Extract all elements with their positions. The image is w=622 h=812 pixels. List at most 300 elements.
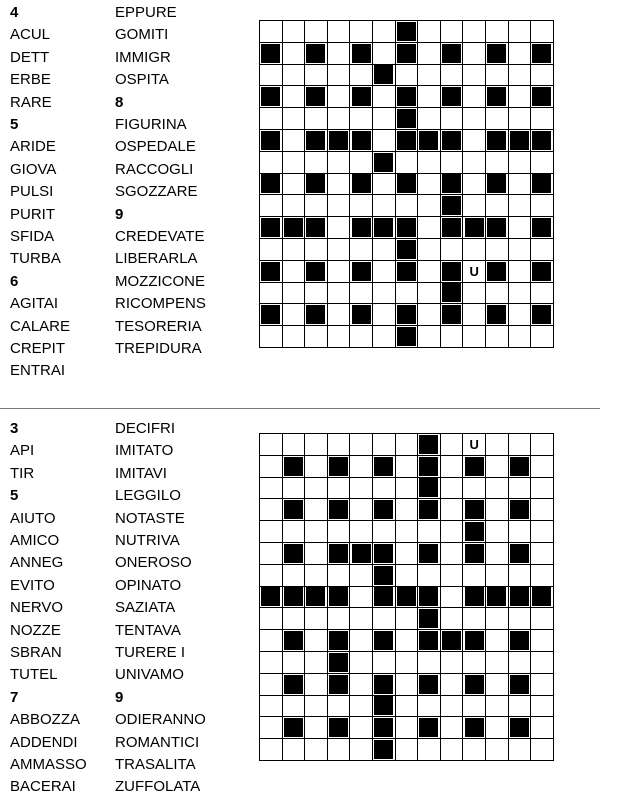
grid-cell[interactable] (440, 651, 463, 673)
grid-cell[interactable] (440, 64, 463, 86)
grid-cell[interactable] (372, 521, 395, 543)
grid-cell[interactable] (485, 64, 508, 86)
grid-cell[interactable] (485, 630, 508, 652)
grid-cell[interactable] (508, 651, 531, 673)
grid-cell[interactable] (463, 695, 486, 717)
grid-cell[interactable] (508, 86, 531, 108)
grid-cell[interactable] (305, 695, 328, 717)
grid-cell[interactable] (350, 739, 373, 761)
grid-cell[interactable] (440, 673, 463, 695)
grid-cell[interactable] (327, 304, 350, 326)
grid-cell[interactable] (418, 282, 441, 304)
crossword-grid[interactable] (259, 20, 554, 348)
grid-cell[interactable] (485, 238, 508, 260)
black-square (532, 174, 551, 193)
black-square (442, 631, 461, 650)
grid-cell[interactable] (531, 499, 554, 521)
grid-cell[interactable] (350, 434, 373, 456)
grid-cell[interactable] (418, 217, 441, 239)
grid-cell[interactable] (508, 260, 531, 282)
grid-cell[interactable] (463, 238, 486, 260)
grid-cell[interactable] (260, 434, 283, 456)
grid-cell[interactable] (282, 260, 305, 282)
grid-cell[interactable] (418, 195, 441, 217)
grid-cell[interactable] (327, 739, 350, 761)
grid-cell[interactable] (463, 64, 486, 86)
black-cell (395, 129, 418, 151)
black-square (397, 109, 416, 128)
grid-cell[interactable] (372, 238, 395, 260)
black-cell (440, 217, 463, 239)
grid-cell[interactable] (485, 151, 508, 173)
grid-cell[interactable] (485, 695, 508, 717)
grid-cell[interactable] (463, 651, 486, 673)
grid-cell[interactable] (282, 304, 305, 326)
grid-cell[interactable] (327, 608, 350, 630)
grid-cell[interactable] (282, 238, 305, 260)
grid-cell[interactable] (463, 86, 486, 108)
grid-cell[interactable] (282, 195, 305, 217)
grid-cell[interactable] (260, 455, 283, 477)
grid-cell[interactable] (418, 64, 441, 86)
grid-cell[interactable] (260, 151, 283, 173)
grid-cell[interactable] (350, 521, 373, 543)
grid-cell[interactable] (350, 21, 373, 43)
grid-cell[interactable] (463, 42, 486, 64)
grid-cell[interactable] (485, 108, 508, 130)
grid-cell[interactable] (372, 326, 395, 348)
grid-cell[interactable] (327, 217, 350, 239)
grid-cell[interactable] (260, 499, 283, 521)
grid-cell[interactable] (305, 434, 328, 456)
grid-cell[interactable] (305, 630, 328, 652)
grid-cell[interactable] (395, 717, 418, 739)
grid-cell[interactable] (531, 717, 554, 739)
grid-cell[interactable] (485, 673, 508, 695)
grid-cell[interactable] (531, 542, 554, 564)
grid-cell[interactable] (327, 195, 350, 217)
grid-cell[interactable] (260, 282, 283, 304)
grid-cell[interactable] (485, 282, 508, 304)
grid-cell[interactable] (372, 608, 395, 630)
grid-cell[interactable] (282, 521, 305, 543)
black-square (284, 631, 303, 650)
grid-cell[interactable] (418, 521, 441, 543)
grid-cell[interactable] (531, 21, 554, 43)
grid-cell[interactable] (531, 238, 554, 260)
grid-cell[interactable] (418, 304, 441, 326)
grid-cell[interactable] (418, 739, 441, 761)
grid-cell[interactable] (418, 86, 441, 108)
grid-cell[interactable] (463, 21, 486, 43)
grid-cell[interactable] (508, 477, 531, 499)
black-cell (350, 173, 373, 195)
grid-cell[interactable] (531, 564, 554, 586)
grid-cell[interactable] (418, 651, 441, 673)
black-cell (395, 108, 418, 130)
grid-cell[interactable] (350, 608, 373, 630)
grid-cell[interactable] (418, 238, 441, 260)
grid-cell[interactable] (350, 477, 373, 499)
grid-cell[interactable] (305, 326, 328, 348)
black-cell (508, 717, 531, 739)
grid-cell[interactable] (350, 64, 373, 86)
grid-cell[interactable] (508, 108, 531, 130)
grid-cell[interactable] (395, 64, 418, 86)
grid-cell[interactable] (440, 434, 463, 456)
grid-cell[interactable] (282, 739, 305, 761)
grid-cell[interactable] (350, 499, 373, 521)
grid-cell[interactable] (395, 477, 418, 499)
grid-cell[interactable] (282, 651, 305, 673)
grid-cell[interactable] (463, 195, 486, 217)
grid-cell[interactable] (260, 564, 283, 586)
grid-cell[interactable] (531, 108, 554, 130)
grid-cell[interactable] (305, 238, 328, 260)
black-cell (418, 586, 441, 608)
grid-cell[interactable] (305, 282, 328, 304)
grid-cell[interactable] (260, 739, 283, 761)
grid-cell[interactable] (260, 717, 283, 739)
grid-cell[interactable] (327, 42, 350, 64)
grid-cell[interactable] (531, 608, 554, 630)
grid-cell[interactable] (372, 304, 395, 326)
grid-cell[interactable] (463, 282, 486, 304)
grid-cell[interactable] (305, 108, 328, 130)
grid-cell[interactable] (508, 195, 531, 217)
grid-cell[interactable] (531, 739, 554, 761)
grid-cell[interactable] (260, 521, 283, 543)
word-item: ZUFFOLATA (115, 778, 201, 796)
grid-cell[interactable] (418, 21, 441, 43)
grid-cell[interactable] (372, 434, 395, 456)
grid-cell[interactable] (395, 630, 418, 652)
black-cell (372, 717, 395, 739)
grid-cell[interactable] (463, 326, 486, 348)
grid-cell[interactable] (260, 695, 283, 717)
grid-cell[interactable] (327, 326, 350, 348)
grid-cell[interactable] (327, 64, 350, 86)
grid-cell[interactable] (440, 564, 463, 586)
grid-cell[interactable] (305, 717, 328, 739)
grid-cell[interactable] (282, 151, 305, 173)
grid-cell[interactable] (440, 521, 463, 543)
grid-cell[interactable] (440, 739, 463, 761)
grid-cell[interactable] (440, 151, 463, 173)
grid-cell[interactable] (282, 326, 305, 348)
grid-cell[interactable] (282, 129, 305, 151)
grid-cell[interactable] (440, 326, 463, 348)
grid-cell[interactable] (531, 195, 554, 217)
black-square (261, 131, 280, 150)
grid-cell[interactable] (531, 64, 554, 86)
grid-cell[interactable] (327, 477, 350, 499)
grid-cell[interactable] (463, 173, 486, 195)
grid-cell[interactable] (508, 282, 531, 304)
grid-cell[interactable] (305, 151, 328, 173)
grid-cell-letter[interactable]: U (463, 260, 486, 282)
grid-cell[interactable] (485, 717, 508, 739)
grid-cell[interactable] (531, 434, 554, 456)
grid-cell[interactable] (418, 173, 441, 195)
grid-cell[interactable] (485, 326, 508, 348)
grid-cell[interactable] (463, 608, 486, 630)
grid-cell[interactable] (350, 455, 373, 477)
grid-cell[interactable] (531, 477, 554, 499)
grid-cell[interactable] (395, 739, 418, 761)
grid-cell[interactable] (485, 499, 508, 521)
word-item: NOTASTE (115, 509, 185, 527)
black-square (374, 153, 393, 172)
grid-cell[interactable] (282, 108, 305, 130)
grid-cell[interactable] (305, 542, 328, 564)
grid-cell[interactable] (508, 564, 531, 586)
grid-cell[interactable] (463, 304, 486, 326)
grid-cell[interactable] (463, 151, 486, 173)
grid-cell[interactable] (418, 564, 441, 586)
grid-cell[interactable] (508, 21, 531, 43)
grid-cell[interactable] (531, 651, 554, 673)
grid-cell[interactable] (327, 282, 350, 304)
grid-cell[interactable] (350, 238, 373, 260)
grid-cell[interactable] (508, 695, 531, 717)
grid-cell[interactable] (305, 195, 328, 217)
grid-cell[interactable] (327, 564, 350, 586)
grid-cell[interactable] (305, 455, 328, 477)
grid-cell[interactable] (350, 151, 373, 173)
grid-cell[interactable] (372, 282, 395, 304)
grid-cell[interactable] (260, 21, 283, 43)
grid-cell[interactable] (260, 630, 283, 652)
grid-cell[interactable] (282, 477, 305, 499)
grid-cell[interactable] (260, 608, 283, 630)
grid-cell[interactable] (418, 695, 441, 717)
grid-cell[interactable] (485, 608, 508, 630)
black-cell (395, 42, 418, 64)
grid-cell[interactable] (508, 173, 531, 195)
grid-cell[interactable] (260, 651, 283, 673)
black-square (465, 457, 484, 476)
grid-cell[interactable] (440, 455, 463, 477)
grid-cell[interactable] (418, 108, 441, 130)
grid-cell[interactable] (327, 695, 350, 717)
grid-cell[interactable] (260, 238, 283, 260)
grid-cell[interactable] (508, 238, 531, 260)
grid-cell[interactable] (440, 608, 463, 630)
grid-cell[interactable] (305, 21, 328, 43)
grid-cell[interactable] (440, 21, 463, 43)
grid-cell[interactable] (327, 260, 350, 282)
grid-cell[interactable] (395, 673, 418, 695)
grid-cell[interactable] (350, 651, 373, 673)
grid-cell[interactable] (418, 42, 441, 64)
black-square (419, 609, 438, 628)
grid-cell[interactable] (305, 477, 328, 499)
grid-cell[interactable] (260, 673, 283, 695)
grid-cell[interactable] (440, 695, 463, 717)
grid-cell[interactable] (531, 455, 554, 477)
grid-cell[interactable] (282, 695, 305, 717)
word-item: GOMITI (115, 26, 169, 44)
grid-cell[interactable] (350, 195, 373, 217)
grid-cell[interactable] (327, 151, 350, 173)
grid-cell[interactable] (485, 477, 508, 499)
grid-cell[interactable] (531, 673, 554, 695)
grid-cell[interactable] (395, 695, 418, 717)
grid-cell[interactable] (531, 695, 554, 717)
grid-cell[interactable] (440, 238, 463, 260)
grid-cell[interactable] (260, 64, 283, 86)
grid-cell[interactable] (485, 739, 508, 761)
grid-cell[interactable] (508, 217, 531, 239)
grid-cell[interactable] (372, 21, 395, 43)
grid-cell[interactable] (395, 608, 418, 630)
grid-cell[interactable] (418, 260, 441, 282)
grid-cell[interactable] (508, 434, 531, 456)
grid-cell[interactable] (395, 542, 418, 564)
grid-cell[interactable] (418, 151, 441, 173)
grid-cell[interactable] (508, 521, 531, 543)
grid-cell[interactable] (372, 195, 395, 217)
black-cell (440, 260, 463, 282)
grid-cell[interactable] (282, 564, 305, 586)
grid-cell[interactable] (372, 129, 395, 151)
grid-cell[interactable] (372, 651, 395, 673)
grid-cell[interactable] (508, 304, 531, 326)
grid-cell[interactable] (463, 564, 486, 586)
black-square (261, 87, 280, 106)
grid-cell[interactable] (395, 455, 418, 477)
grid-cell[interactable] (350, 717, 373, 739)
grid-cell[interactable] (282, 42, 305, 64)
grid-cell[interactable] (440, 586, 463, 608)
grid-cell[interactable] (395, 564, 418, 586)
grid-cell[interactable] (305, 673, 328, 695)
grid-cell[interactable] (440, 108, 463, 130)
grid-cell[interactable] (508, 608, 531, 630)
grid-cell[interactable] (485, 542, 508, 564)
grid-cell[interactable] (508, 326, 531, 348)
grid-cell[interactable] (350, 673, 373, 695)
grid-cell[interactable] (531, 521, 554, 543)
grid-cell[interactable] (531, 326, 554, 348)
grid-cell[interactable] (372, 260, 395, 282)
grid-cell[interactable] (350, 695, 373, 717)
grid-cell[interactable] (485, 651, 508, 673)
grid-cell[interactable] (327, 86, 350, 108)
grid-cell[interactable] (395, 651, 418, 673)
black-square (306, 587, 325, 606)
grid-cell[interactable] (395, 499, 418, 521)
grid-cell[interactable] (531, 630, 554, 652)
grid-cell[interactable] (440, 499, 463, 521)
crossword-grid[interactable] (259, 433, 554, 761)
grid-cell[interactable] (305, 564, 328, 586)
black-square (419, 718, 438, 737)
grid-cell[interactable] (327, 21, 350, 43)
grid-cell[interactable] (485, 21, 508, 43)
grid-cell[interactable] (531, 282, 554, 304)
grid-row (260, 195, 554, 217)
grid-cell[interactable] (508, 42, 531, 64)
grid-cell[interactable] (463, 477, 486, 499)
grid-cell[interactable] (350, 586, 373, 608)
grid-cell[interactable] (282, 21, 305, 43)
grid-cell[interactable] (305, 651, 328, 673)
grid-row (260, 717, 554, 739)
grid-cell[interactable] (350, 630, 373, 652)
grid-cell[interactable] (260, 326, 283, 348)
grid-cell[interactable] (327, 238, 350, 260)
grid-cell[interactable] (305, 499, 328, 521)
grid-cell[interactable] (463, 108, 486, 130)
grid-cell[interactable] (327, 108, 350, 130)
grid-cell[interactable] (305, 521, 328, 543)
grid-cell[interactable] (350, 108, 373, 130)
grid-cell[interactable] (463, 129, 486, 151)
grid-cell[interactable] (282, 64, 305, 86)
grid-cell[interactable] (305, 64, 328, 86)
grid-cell[interactable] (282, 282, 305, 304)
grid-cell[interactable] (282, 434, 305, 456)
grid-cell[interactable] (350, 326, 373, 348)
grid-cell[interactable] (350, 564, 373, 586)
grid-cell[interactable] (395, 521, 418, 543)
grid-cell[interactable] (508, 64, 531, 86)
grid-cell[interactable] (350, 282, 373, 304)
grid-cell[interactable] (282, 173, 305, 195)
grid-cell[interactable] (485, 434, 508, 456)
grid-cell[interactable] (485, 564, 508, 586)
grid-cell[interactable] (327, 173, 350, 195)
grid-cell[interactable] (282, 86, 305, 108)
grid-cell[interactable] (305, 608, 328, 630)
grid-cell[interactable] (372, 42, 395, 64)
grid-cell[interactable] (305, 739, 328, 761)
grid-cell[interactable] (260, 195, 283, 217)
grid-cell[interactable] (395, 151, 418, 173)
grid-cell[interactable] (395, 434, 418, 456)
grid-cell[interactable] (485, 455, 508, 477)
grid-cell[interactable] (508, 151, 531, 173)
grid-cell[interactable] (440, 477, 463, 499)
grid-cell[interactable] (372, 108, 395, 130)
grid-row (260, 282, 554, 304)
grid-cell[interactable] (485, 521, 508, 543)
black-cell (485, 217, 508, 239)
grid-cell[interactable] (508, 739, 531, 761)
grid-cell[interactable] (395, 282, 418, 304)
grid-cell[interactable] (440, 717, 463, 739)
grid-cell[interactable] (282, 608, 305, 630)
grid-cell[interactable] (260, 108, 283, 130)
grid-cell-letter[interactable]: U (463, 434, 486, 456)
grid-cell[interactable] (372, 477, 395, 499)
grid-cell[interactable] (372, 86, 395, 108)
grid-cell[interactable] (372, 173, 395, 195)
black-square (532, 44, 551, 63)
grid-cell[interactable] (327, 521, 350, 543)
grid-cell[interactable] (327, 434, 350, 456)
grid-cell[interactable] (418, 326, 441, 348)
grid-cell[interactable] (463, 739, 486, 761)
grid-cell[interactable] (485, 195, 508, 217)
grid-cell[interactable] (395, 195, 418, 217)
grid-cell[interactable] (260, 542, 283, 564)
grid-cell[interactable] (440, 542, 463, 564)
grid-cell[interactable] (531, 151, 554, 173)
grid-cell[interactable] (260, 477, 283, 499)
